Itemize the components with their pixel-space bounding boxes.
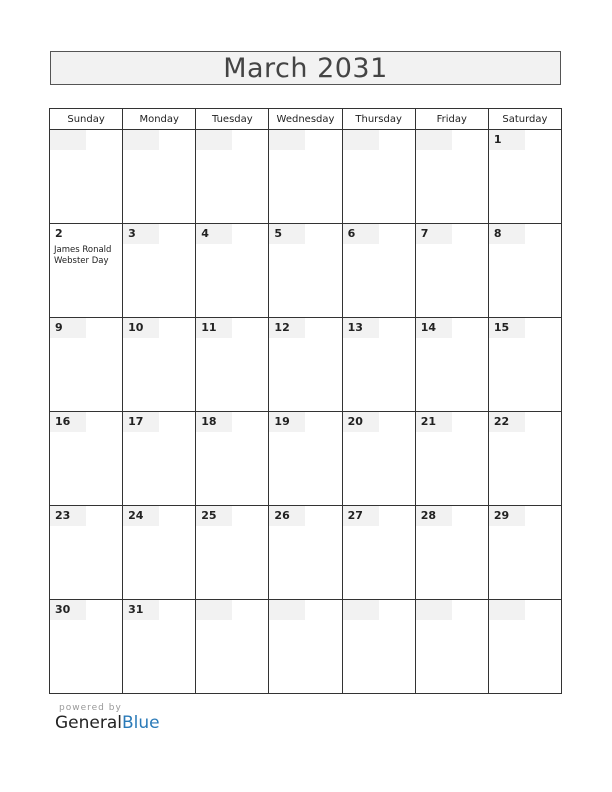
calendar-title: March 2031 xyxy=(223,52,388,84)
day-cell xyxy=(488,600,561,694)
weekday-header: Saturday xyxy=(488,109,561,130)
day-cell xyxy=(50,600,123,694)
day-number: 25 xyxy=(196,506,232,526)
day-cell xyxy=(488,506,561,600)
day-cell xyxy=(123,600,196,694)
day-cell xyxy=(415,224,488,318)
day-number: 29 xyxy=(489,506,525,526)
holiday-event: James Ronald Webster Day xyxy=(54,245,112,266)
calendar-grid xyxy=(49,108,562,694)
day-number: 7 xyxy=(416,224,452,244)
empty-day-marker xyxy=(269,130,305,150)
day-cell xyxy=(269,318,342,412)
day-cell xyxy=(269,600,342,694)
empty-day-marker xyxy=(416,130,452,150)
day-number: 13 xyxy=(343,318,379,338)
day-number: 18 xyxy=(196,412,232,432)
week-row xyxy=(50,130,562,224)
weekday-header: Monday xyxy=(123,109,196,130)
day-number: 26 xyxy=(269,506,305,526)
powered-by-text: powered by xyxy=(59,703,122,713)
day-cell xyxy=(488,318,561,412)
day-cell xyxy=(50,318,123,412)
weekday-header: Friday xyxy=(415,109,488,130)
day-cell xyxy=(342,506,415,600)
day-cell xyxy=(269,506,342,600)
day-cell xyxy=(342,318,415,412)
day-number: 19 xyxy=(269,412,305,432)
day-cell xyxy=(50,224,123,318)
day-number: 15 xyxy=(489,318,525,338)
day-cell xyxy=(342,224,415,318)
day-number: 16 xyxy=(50,412,86,432)
day-cell xyxy=(342,130,415,224)
day-cell xyxy=(50,412,123,506)
day-cell xyxy=(488,130,561,224)
week-row xyxy=(50,600,562,694)
empty-day-marker xyxy=(269,600,305,620)
day-cell xyxy=(123,224,196,318)
day-number: 12 xyxy=(269,318,305,338)
day-number: 3 xyxy=(123,224,159,244)
day-cell xyxy=(196,130,269,224)
week-row xyxy=(50,412,562,506)
day-cell xyxy=(50,506,123,600)
empty-day-marker xyxy=(343,600,379,620)
day-cell xyxy=(415,130,488,224)
empty-day-marker xyxy=(343,130,379,150)
day-cell xyxy=(269,130,342,224)
day-number: 20 xyxy=(343,412,379,432)
day-cell xyxy=(488,412,561,506)
empty-day-marker xyxy=(50,130,86,150)
day-cell xyxy=(269,224,342,318)
day-cell xyxy=(342,600,415,694)
footer-branding xyxy=(55,703,160,733)
day-number: 6 xyxy=(343,224,379,244)
weekday-header: Sunday xyxy=(50,109,123,130)
week-row xyxy=(50,506,562,600)
day-number: 28 xyxy=(416,506,452,526)
day-number: 11 xyxy=(196,318,232,338)
day-number: 8 xyxy=(489,224,525,244)
weekday-header: Tuesday xyxy=(196,109,269,130)
day-cell xyxy=(415,600,488,694)
day-number: 9 xyxy=(50,318,86,338)
day-number: 31 xyxy=(123,600,159,620)
day-number: 14 xyxy=(416,318,452,338)
day-cell xyxy=(196,318,269,412)
week-row xyxy=(50,318,562,412)
day-cell xyxy=(415,318,488,412)
day-number: 23 xyxy=(50,506,86,526)
day-cell xyxy=(123,412,196,506)
brand-name-blue: Blue xyxy=(122,713,160,733)
day-cell xyxy=(123,506,196,600)
empty-day-marker xyxy=(489,600,525,620)
weekday-header: Thursday xyxy=(342,109,415,130)
day-number: 21 xyxy=(416,412,452,432)
day-cell xyxy=(123,130,196,224)
day-number: 24 xyxy=(123,506,159,526)
brand-logo xyxy=(55,713,160,733)
day-number: 17 xyxy=(123,412,159,432)
day-number: 4 xyxy=(196,224,232,244)
empty-day-marker xyxy=(123,130,159,150)
day-cell xyxy=(196,506,269,600)
day-cell xyxy=(415,412,488,506)
day-number: 10 xyxy=(123,318,159,338)
day-number: 30 xyxy=(50,600,86,620)
week-row xyxy=(50,224,562,318)
day-number: 27 xyxy=(343,506,379,526)
day-cell xyxy=(196,600,269,694)
weekday-header: Wednesday xyxy=(269,109,342,130)
calendar-title-box xyxy=(50,51,561,85)
day-cell xyxy=(196,224,269,318)
day-number: 2 xyxy=(55,227,63,240)
day-cell xyxy=(269,412,342,506)
day-cell xyxy=(342,412,415,506)
day-number: 5 xyxy=(269,224,305,244)
day-number: 1 xyxy=(489,130,525,150)
day-cell xyxy=(123,318,196,412)
empty-day-marker xyxy=(196,130,232,150)
day-cell xyxy=(488,224,561,318)
day-cell xyxy=(50,130,123,224)
empty-day-marker xyxy=(416,600,452,620)
brand-name-general: General xyxy=(55,713,122,733)
empty-day-marker xyxy=(196,600,232,620)
day-cell xyxy=(196,412,269,506)
day-number: 22 xyxy=(489,412,525,432)
weekday-header-row xyxy=(50,109,562,130)
day-cell xyxy=(415,506,488,600)
